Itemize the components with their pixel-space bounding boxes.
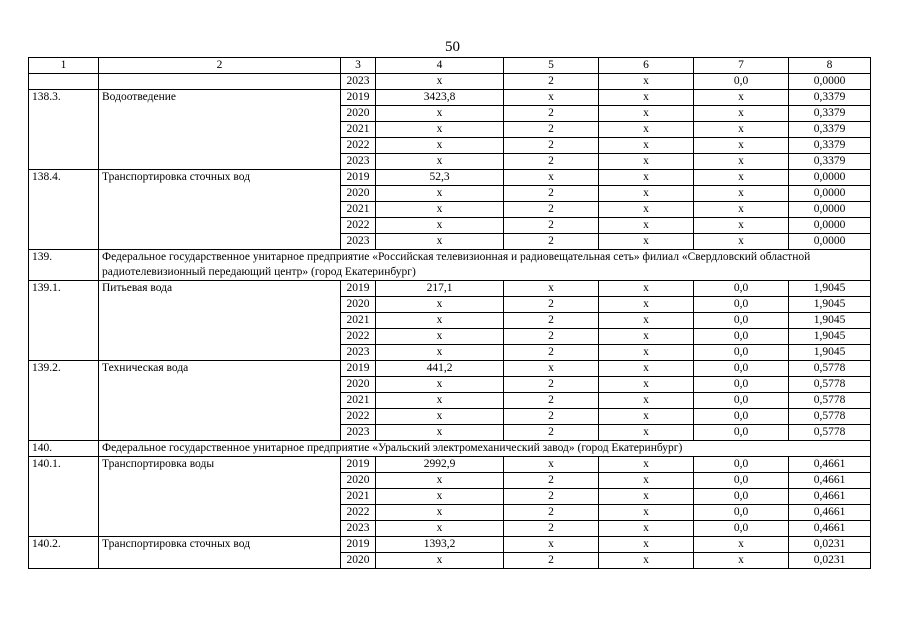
value-cell: 2 [504, 106, 599, 122]
value-cell: 2 [504, 329, 599, 345]
year-cell: 2020 [341, 473, 376, 489]
value-cell: 0,0000 [789, 202, 871, 218]
value-cell: x [599, 74, 694, 90]
column-header: 8 [789, 58, 871, 74]
page-number: 50 [445, 39, 460, 55]
value-cell: 0,0 [694, 329, 789, 345]
value-cell: 0,5778 [789, 393, 871, 409]
value-cell: 2 [504, 425, 599, 441]
year-cell: 2023 [341, 154, 376, 170]
year-cell: 2020 [341, 553, 376, 569]
value-cell: x [376, 553, 504, 569]
year-cell: 2022 [341, 138, 376, 154]
service-name: Транспортировка сточных вод [99, 537, 341, 569]
year-cell: 2020 [341, 297, 376, 313]
value-cell: 0,0000 [789, 186, 871, 202]
value-cell: x [599, 537, 694, 553]
value-cell: 0,3379 [789, 90, 871, 106]
year-cell: 2021 [341, 313, 376, 329]
year-cell: 2019 [341, 457, 376, 473]
value-cell: x [376, 297, 504, 313]
value-cell: 2 [504, 138, 599, 154]
value-cell: 0,0 [694, 313, 789, 329]
value-cell: x [599, 393, 694, 409]
year-cell: 2022 [341, 218, 376, 234]
value-cell: 0,3379 [789, 138, 871, 154]
table-row [29, 74, 871, 90]
value-cell: 1,9045 [789, 297, 871, 313]
row-number: 140.1. [29, 457, 99, 537]
value-cell: 0,0 [694, 345, 789, 361]
value-cell: x [504, 537, 599, 553]
year-cell: 2020 [341, 186, 376, 202]
value-cell: 2 [504, 473, 599, 489]
organization-row [29, 441, 871, 457]
value-cell: x [599, 361, 694, 377]
value-cell: 0,5778 [789, 425, 871, 441]
value-cell: 2 [504, 521, 599, 537]
value-cell: 2 [504, 377, 599, 393]
year-cell: 2023 [341, 345, 376, 361]
value-cell: x [599, 553, 694, 569]
value-cell: x [599, 329, 694, 345]
value-cell: x [599, 377, 694, 393]
value-cell: x [599, 409, 694, 425]
value-cell: x [599, 313, 694, 329]
value-cell: 1,9045 [789, 313, 871, 329]
column-header: 2 [99, 58, 341, 74]
value-cell: x [376, 521, 504, 537]
value-cell: x [694, 186, 789, 202]
row-number: 140.2. [29, 537, 99, 569]
value-cell: 0,0 [694, 297, 789, 313]
value-cell: x [376, 505, 504, 521]
value-cell: 0,0 [694, 457, 789, 473]
value-cell: 2 [504, 345, 599, 361]
value-cell: 1393,2 [376, 537, 504, 553]
organization-name: Федеральное государственное унитарное предприятие «Российская телевизионная и радиовещательная сеть» филиал «Свердловский областной радиотелевизионный передающий центр» (город Екатеринбург) [99, 250, 871, 281]
value-cell: x [376, 425, 504, 441]
value-cell: x [599, 425, 694, 441]
column-header: 3 [341, 58, 376, 74]
year-cell: 2019 [341, 90, 376, 106]
year-cell: 2020 [341, 377, 376, 393]
value-cell: 2 [504, 297, 599, 313]
year-cell: 2022 [341, 329, 376, 345]
value-cell: 0,4661 [789, 521, 871, 537]
value-cell: 0,4661 [789, 505, 871, 521]
service-name: Техническая вода [99, 361, 341, 441]
value-cell: 217,1 [376, 281, 504, 297]
value-cell: x [694, 553, 789, 569]
service-name: Питьевая вода [99, 281, 341, 361]
value-cell: 0,0 [694, 425, 789, 441]
value-cell: x [694, 170, 789, 186]
value-cell: 0,0231 [789, 553, 871, 569]
value-cell: 0,0 [694, 281, 789, 297]
value-cell: 2 [504, 154, 599, 170]
table-row [29, 537, 871, 553]
value-cell: x [376, 345, 504, 361]
year-cell: 2022 [341, 409, 376, 425]
value-cell: 0,5778 [789, 377, 871, 393]
value-cell: x [376, 409, 504, 425]
column-header: 1 [29, 58, 99, 74]
year-cell: 2019 [341, 361, 376, 377]
value-cell: 2 [504, 186, 599, 202]
year-cell: 2021 [341, 393, 376, 409]
service-name: Транспортировка сточных вод [99, 170, 341, 250]
value-cell: x [599, 505, 694, 521]
value-cell: 0,0 [694, 473, 789, 489]
value-cell: 0,0231 [789, 537, 871, 553]
table-row [29, 90, 871, 106]
value-cell: x [376, 234, 504, 250]
value-cell: x [599, 202, 694, 218]
value-cell: 2 [504, 74, 599, 90]
value-cell: 2 [504, 489, 599, 505]
value-cell: 2 [504, 553, 599, 569]
year-cell: 2021 [341, 202, 376, 218]
value-cell: x [694, 90, 789, 106]
value-cell: x [376, 122, 504, 138]
tariff-table [28, 57, 871, 569]
value-cell: 0,3379 [789, 122, 871, 138]
value-cell: 0,0 [694, 74, 789, 90]
year-cell: 2023 [341, 74, 376, 90]
value-cell: x [599, 106, 694, 122]
value-cell: x [504, 90, 599, 106]
value-cell: x [694, 537, 789, 553]
value-cell: x [376, 154, 504, 170]
value-cell: x [376, 393, 504, 409]
value-cell: x [376, 313, 504, 329]
value-cell: x [599, 457, 694, 473]
value-cell: 3423,8 [376, 90, 504, 106]
year-cell: 2019 [341, 170, 376, 186]
value-cell: x [376, 74, 504, 90]
value-cell: x [504, 170, 599, 186]
value-cell: 0,0 [694, 489, 789, 505]
value-cell: x [376, 473, 504, 489]
table-row [29, 361, 871, 377]
value-cell: 0,0000 [789, 234, 871, 250]
row-number: 139.2. [29, 361, 99, 441]
value-cell: x [376, 377, 504, 393]
year-cell: 2019 [341, 281, 376, 297]
row-number: 139. [29, 250, 99, 281]
year-cell: 2023 [341, 425, 376, 441]
row-number: 140. [29, 441, 99, 457]
organization-row [29, 250, 871, 281]
column-header: 4 [376, 58, 504, 74]
value-cell: x [694, 154, 789, 170]
value-cell: x [504, 281, 599, 297]
value-cell: 0,3379 [789, 154, 871, 170]
value-cell: 0,3379 [789, 106, 871, 122]
value-cell: x [376, 489, 504, 505]
value-cell: x [694, 202, 789, 218]
value-cell: 0,0000 [789, 170, 871, 186]
value-cell: x [376, 138, 504, 154]
value-cell: 2 [504, 202, 599, 218]
value-cell: x [599, 170, 694, 186]
year-cell: 2020 [341, 106, 376, 122]
value-cell: 0,4661 [789, 473, 871, 489]
value-cell: x [504, 457, 599, 473]
value-cell: 2 [504, 393, 599, 409]
value-cell: 2992,9 [376, 457, 504, 473]
row-number: 138.3. [29, 90, 99, 170]
value-cell: x [376, 202, 504, 218]
value-cell: x [599, 489, 694, 505]
value-cell: 0,0 [694, 393, 789, 409]
value-cell: 0,0 [694, 361, 789, 377]
value-cell: 0,5778 [789, 361, 871, 377]
value-cell: x [599, 186, 694, 202]
service-name: Водоотведение [99, 90, 341, 170]
value-cell: x [599, 473, 694, 489]
table-row [29, 457, 871, 473]
year-cell: 2023 [341, 234, 376, 250]
value-cell: 0,0000 [789, 218, 871, 234]
value-cell: 2 [504, 409, 599, 425]
value-cell: 2 [504, 218, 599, 234]
row-number: 139.1. [29, 281, 99, 361]
column-header: 5 [504, 58, 599, 74]
empty-cell [29, 74, 99, 90]
value-cell: x [376, 186, 504, 202]
value-cell: x [599, 281, 694, 297]
value-cell: x [599, 122, 694, 138]
empty-cell [99, 74, 341, 90]
value-cell: x [599, 345, 694, 361]
value-cell: 1,9045 [789, 281, 871, 297]
value-cell: x [376, 218, 504, 234]
table-row [29, 170, 871, 186]
value-cell: 1,9045 [789, 345, 871, 361]
value-cell: 0,4661 [789, 489, 871, 505]
value-cell: x [694, 218, 789, 234]
value-cell: 441,2 [376, 361, 504, 377]
value-cell: x [599, 218, 694, 234]
value-cell: x [504, 361, 599, 377]
value-cell: 0,0000 [789, 74, 871, 90]
value-cell: 2 [504, 122, 599, 138]
service-name: Транспортировка воды [99, 457, 341, 537]
value-cell: x [599, 297, 694, 313]
value-cell: 2 [504, 313, 599, 329]
value-cell: 0,4661 [789, 457, 871, 473]
table-row [29, 281, 871, 297]
row-number: 138.4. [29, 170, 99, 250]
value-cell: 2 [504, 234, 599, 250]
value-cell: 0,0 [694, 521, 789, 537]
year-cell: 2021 [341, 122, 376, 138]
value-cell: 52,3 [376, 170, 504, 186]
value-cell: 2 [504, 505, 599, 521]
value-cell: x [694, 138, 789, 154]
value-cell: x [376, 106, 504, 122]
value-cell: x [599, 138, 694, 154]
value-cell: 0,0 [694, 505, 789, 521]
value-cell: x [599, 154, 694, 170]
value-cell: x [694, 234, 789, 250]
year-cell: 2019 [341, 537, 376, 553]
year-cell: 2022 [341, 505, 376, 521]
value-cell: x [599, 90, 694, 106]
value-cell: x [694, 122, 789, 138]
value-cell: 0,0 [694, 409, 789, 425]
column-header: 7 [694, 58, 789, 74]
value-cell: x [376, 329, 504, 345]
value-cell: x [599, 521, 694, 537]
value-cell: 1,9045 [789, 329, 871, 345]
year-cell: 2023 [341, 521, 376, 537]
value-cell: x [599, 234, 694, 250]
value-cell: 0,0 [694, 377, 789, 393]
column-header: 6 [599, 58, 694, 74]
column-number-header-row [29, 58, 871, 74]
organization-name: Федеральное государственное унитарное предприятие «Уральский электромеханический завод» (город Екатеринбург) [99, 441, 871, 457]
value-cell: 0,5778 [789, 409, 871, 425]
year-cell: 2021 [341, 489, 376, 505]
value-cell: x [694, 106, 789, 122]
